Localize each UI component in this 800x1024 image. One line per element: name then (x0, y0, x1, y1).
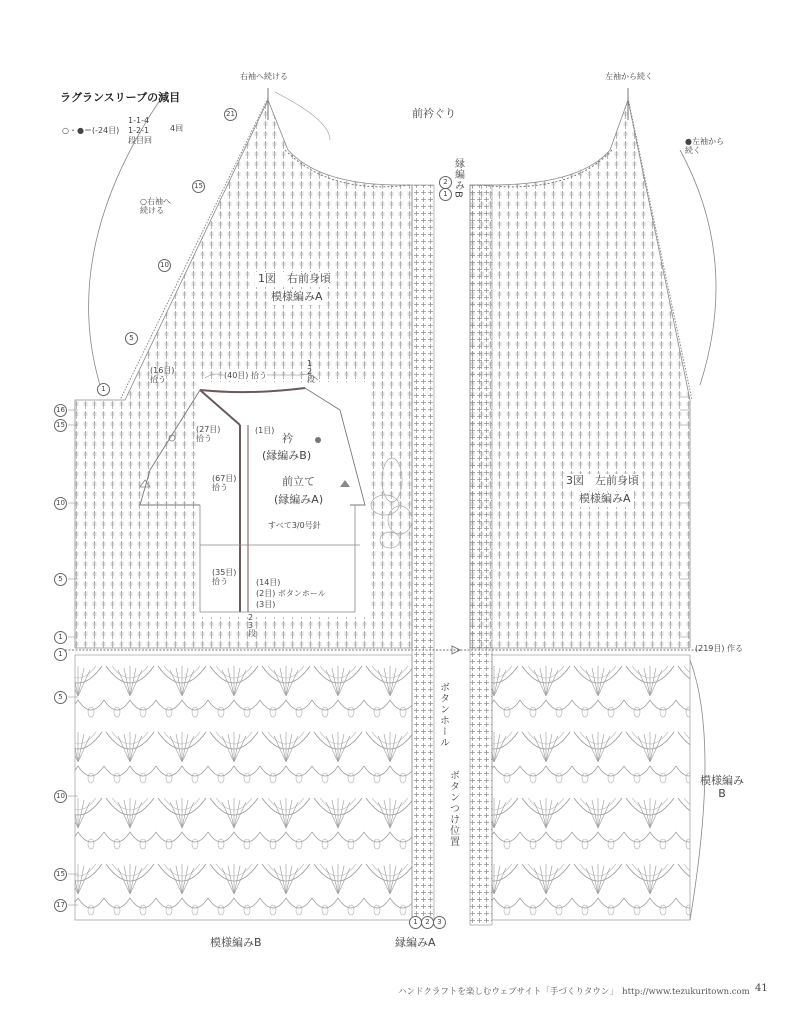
edge-a-band-right-front (412, 185, 434, 925)
row-marker: 5 (125, 332, 138, 345)
row-marker: 21 (224, 108, 237, 121)
left-sleeve-continue: 左袖から続く (605, 72, 653, 81)
row-marker: 15 (192, 180, 205, 193)
inset-placket: 前立て (282, 475, 315, 488)
row-marker: 17 (54, 899, 67, 912)
left-sleeve-side-note: ●左袖から 続く (685, 137, 724, 156)
fig1-pattern: 模様編みA (268, 290, 326, 305)
right-sleeve-continue: 右袖へ続ける (240, 72, 288, 81)
page-number: 41 (755, 983, 768, 994)
row-marker: 2 (439, 176, 452, 189)
row-marker: 15 (54, 868, 67, 881)
inset-pick-40: (40目) 拾う (224, 371, 267, 380)
row-marker: 10 (158, 259, 171, 272)
inset-collar-edge: (縁編みB) (262, 449, 312, 462)
decrease-times: 4回 (170, 124, 184, 133)
pattern-b-right-front (75, 655, 412, 920)
inset-rows-23: 2 3 段 (248, 613, 256, 638)
inset-rows-12: 1 2 段 (307, 359, 315, 384)
row-marker: 10 (54, 497, 67, 510)
row-marker: 3 (433, 916, 446, 929)
inset-one-stitch: (1目) (255, 426, 275, 435)
row-marker: 5 (54, 573, 67, 586)
inset-buttonhole: (2目) ボタンホール (256, 589, 326, 598)
right-sleeve-side-note: ○右袖へ 続ける (140, 197, 171, 216)
decrease-step-3: 段目回 (128, 136, 152, 145)
decrease-step-1: 1-1-4 (128, 116, 150, 125)
footer-site: ハンドクラフトを楽しむウェブサイト「手づくりタウン」 http://www.tezukuritown.com (398, 987, 750, 997)
inset-needle-note: すべて3/0号針 (268, 521, 321, 530)
left-front-body-area (470, 100, 690, 648)
inset-placket-edge: (縁編みA) (274, 493, 324, 506)
decrease-step-2: 1-2-1 (128, 126, 150, 135)
pattern-b-left-front (492, 655, 690, 920)
inset-pick-27: (27目) 拾う (196, 425, 221, 444)
row-marker: 1 (54, 631, 67, 644)
inset-pick-16: (16目) 拾う (150, 366, 175, 385)
fig3-pattern: 模様編みA (576, 492, 634, 507)
row-marker: 1 (409, 916, 422, 929)
button-position-vertical: ボタンつけ位置 (447, 770, 459, 847)
inset-st3: (3目) (256, 600, 276, 609)
row-marker: 16 (54, 404, 67, 417)
row-marker: 2 (421, 916, 434, 929)
row-marker: 1 (54, 648, 67, 661)
pattern-b-side-label: 模様編み B (700, 774, 744, 800)
row-marker: 1 (97, 383, 110, 396)
buttonhole-vertical: ボタンホール (437, 682, 449, 748)
inset-pick-35: (35目) 拾う (212, 568, 237, 587)
front-neckline-label: 前衿ぐり (412, 107, 456, 120)
inset-pick-67: (67目) 拾う (212, 474, 237, 493)
inset-collar: 衿 (282, 432, 293, 445)
row-marker: 5 (54, 691, 67, 704)
raglan-title: ラグランスリーブの減目 (60, 91, 181, 104)
fig1-title: 1図 右前身頃 (255, 272, 334, 287)
row-marker: 15 (54, 419, 67, 432)
row-marker: 1 (439, 188, 452, 201)
make-219-label: (219目) 作る (695, 644, 744, 653)
edge-b-vertical-label: 縁編みB (452, 158, 464, 199)
decrease-formula: ○・●＝(-24目) (62, 126, 120, 135)
edge-a-band-left-front (470, 185, 492, 925)
pattern-b-bottom-label: 模様編みB (210, 936, 262, 949)
row-marker: 10 (54, 790, 67, 803)
inset-st14: (14目) (256, 578, 281, 587)
decrease-steps (128, 116, 152, 146)
edge-a-bottom-label: 縁編みA (395, 936, 436, 949)
fig3-title: 3図 左前身頃 (563, 474, 642, 489)
